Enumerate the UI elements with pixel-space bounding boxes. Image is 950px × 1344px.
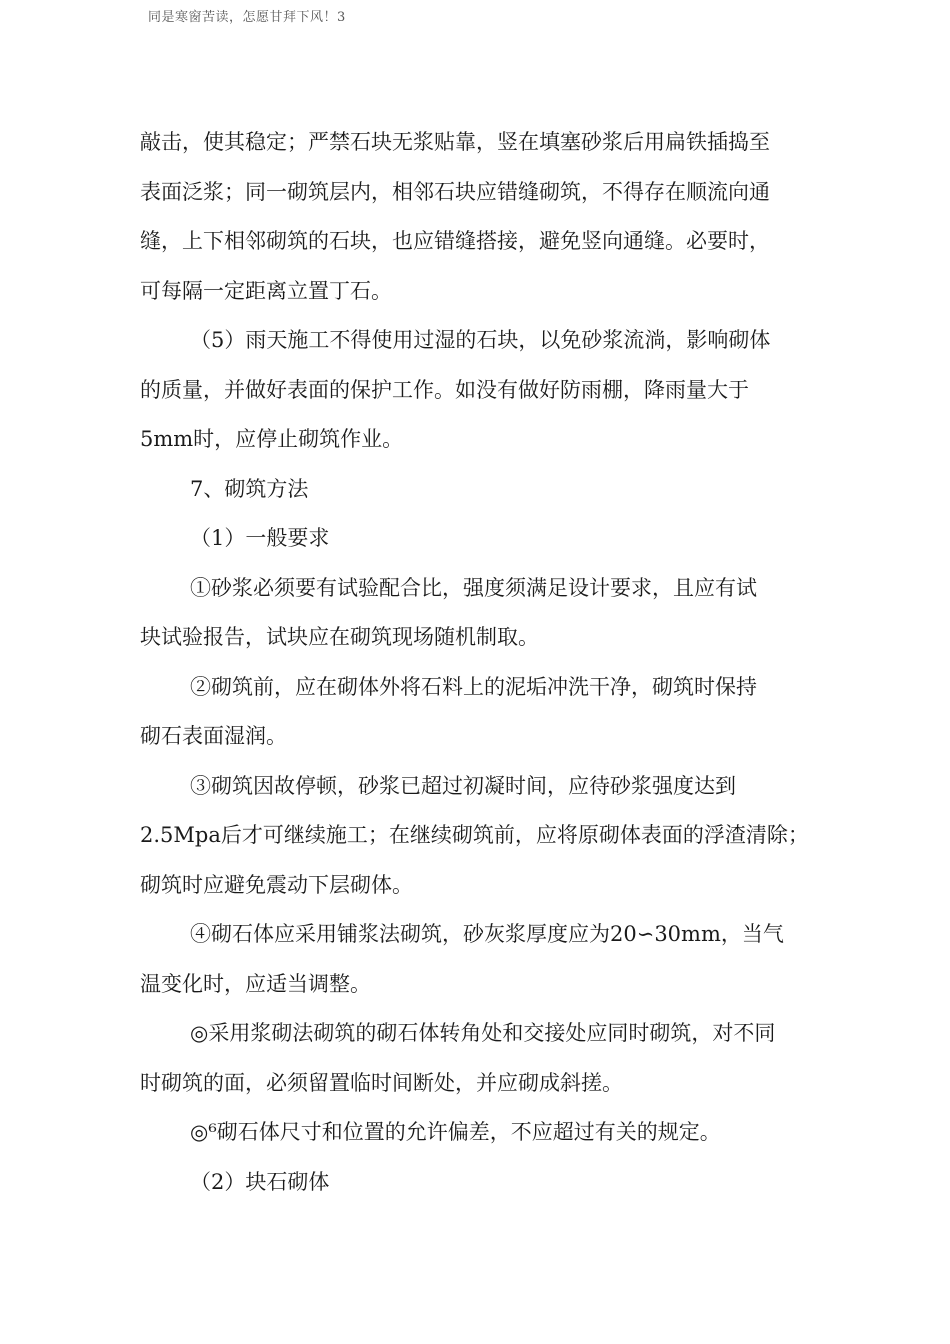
text-line: 时砌筑的面，必须留置临时间断处，并应砌成斜搓。 [140,1070,623,1095]
text-line: 温变化时，应适当调整。 [140,971,371,996]
text-line: ③砌筑因故停顿，砂浆已超过初凝时间，应待砂浆强度达到 [190,773,736,798]
paragraph [140,910,820,1009]
text-line: 块试验报告，试块应在砌筑现场随机制取。 [140,625,539,649]
text-line: ①砂浆必须要有试验配合比，强度须满足设计要求，且应有试 [190,575,757,600]
paragraph [140,118,820,316]
text-line: （5）雨天施工不得使用过湿的石块，以免砂浆流淌，影响砌体 [190,328,771,352]
paragraph [140,762,820,911]
page-header: 同是寒窗苦读，怎愿甘拜下风！3 [148,10,346,25]
text-line: 2.5Mpa后才可继续施工；在继续砌筑前，应将原砌体表面的浮渣清除； [140,823,809,847]
text-line: ②砌筑前，应在砌体外将石料上的泥垢冲洗干净，砌筑时保持 [190,674,757,699]
text-line: ④砌石体应采用铺浆法砌筑，砂灰浆厚度应为20∽30mm，当气 [190,922,784,946]
paragraph [140,316,820,465]
paragraph [140,1108,820,1158]
text-line: 砌石表面湿润。 [140,724,287,748]
text-line: 砌筑时应避免震动下层砌体。 [140,872,413,897]
text-line: 敲击，使其稳定；严禁石块无浆贴靠，竖在填塞砂浆后用扁铁插捣至 [140,130,770,154]
text-line: 5mm时，应停止砌筑作业。 [140,427,404,451]
paragraph [140,1009,820,1108]
text-line: 可每隔一定距离立置丁石。 [140,278,392,303]
text-line: （2）块石砌体 [190,1169,330,1194]
text-line: ◎⁶砌石体尺寸和位置的允许偏差，不应超过有关的规定。 [190,1120,721,1144]
subsection-heading [140,514,820,564]
paragraph [140,663,820,762]
text-line: 7、砌筑方法 [190,476,309,501]
subsection-heading [140,1158,820,1208]
paragraph [140,564,820,663]
text-line: （1）一般要求 [190,526,330,550]
text-line: 缝，上下相邻砌筑的石块，也应错缝搭接，避免竖向通缝。必要时， [140,229,770,253]
document-body [140,118,820,1207]
text-line: 表面泛浆；同一砌筑层内，相邻石块应错缝砌筑，不得存在顺流向通 [140,179,770,204]
text-line: 的质量，并做好表面的保护工作。如没有做好防雨棚，降雨量大于 [140,377,749,402]
section-heading [140,465,820,515]
text-line: ◎采用浆砌法砌筑的砌石体转角处和交接处应同时砌筑，对不同 [190,1021,776,1045]
